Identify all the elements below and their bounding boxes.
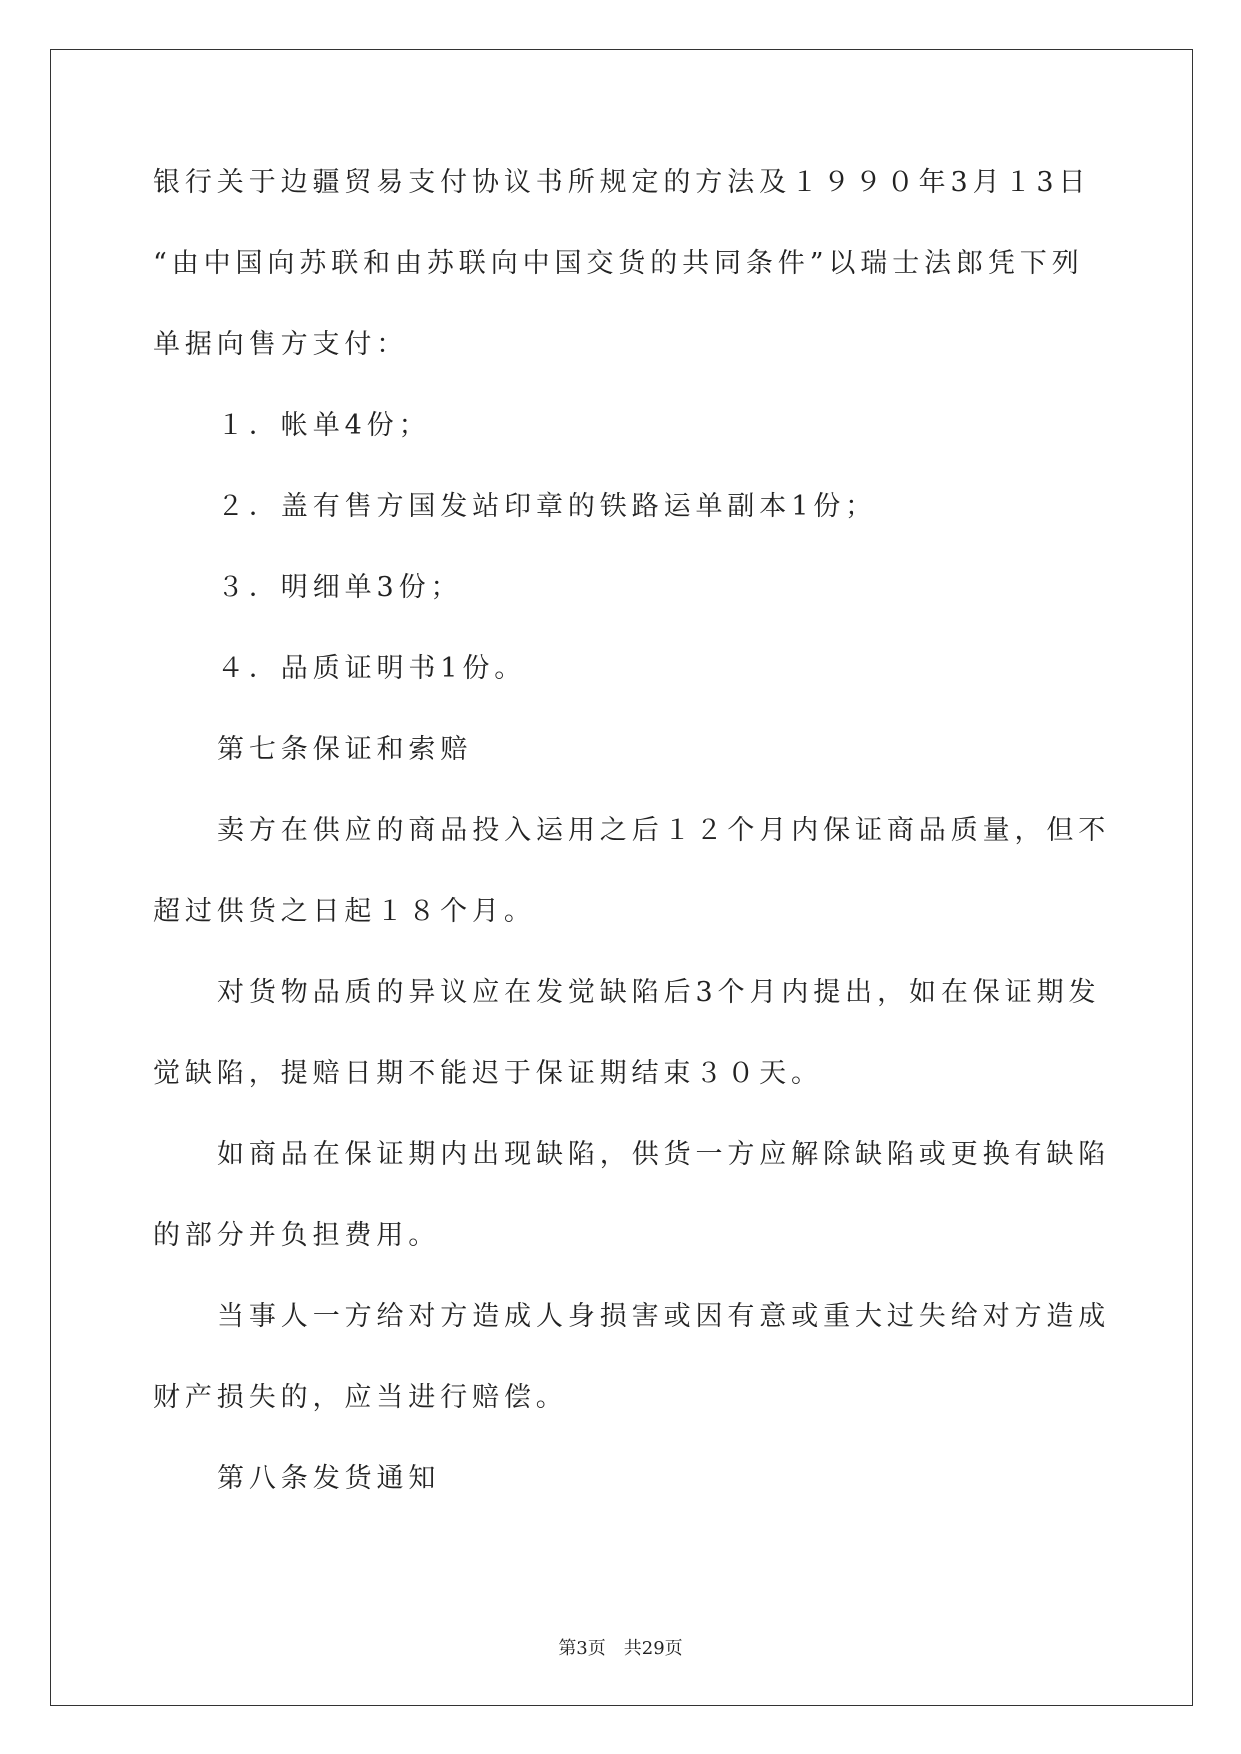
list-item: １．帐单4份； <box>217 410 431 441</box>
list-item: ２．盖有售方国发站印章的铁路运单副本1份； <box>217 491 878 522</box>
paragraph-line: 卖方在供应的商品投入运用之后１２个月内保证商品质量，但不 <box>217 815 1111 846</box>
list-item: ４．品质证明书1份。 <box>217 653 527 684</box>
list-item: ３．明细单3份； <box>217 572 463 603</box>
page-number: 第3页 <box>558 1638 606 1659</box>
paragraph-line: 当事人一方给对方造成人身损害或因有意或重大过失给对方造成 <box>217 1301 1111 1332</box>
paragraph-line: 如商品在保证期内出现缺陷，供货一方应解除缺陷或更换有缺陷 <box>217 1139 1111 1170</box>
paragraph-line: 财产损失的，应当进行赔偿。 <box>153 1382 568 1413</box>
paragraph-line: 觉缺陷，提赔日期不能迟于保证期结束３０天。 <box>153 1058 823 1089</box>
paragraph-line: 银行关于边疆贸易支付协议书所规定的方法及１９９０年3月１3日 <box>153 167 1091 198</box>
paragraph-line: 对货物品质的异议应在发觉缺陷后3个月内提出，如在保证期发 <box>217 977 1101 1008</box>
paragraph-line: 超过供货之日起１８个月。 <box>153 896 536 927</box>
page-footer <box>0 1634 1241 1660</box>
section-heading: 第七条保证和索赔 <box>217 734 473 765</box>
paragraph-line: 的部分并负担费用。 <box>153 1220 441 1251</box>
paragraph-line: 单据向售方支付： <box>153 329 409 360</box>
page-border <box>50 49 1193 1706</box>
paragraph-line: “由中国向苏联和由苏联向中国交货的共同条件”以瑞士法郎凭下列 <box>153 248 1084 279</box>
page-total: 共29页 <box>623 1638 683 1659</box>
section-heading: 第八条发货通知 <box>217 1463 441 1494</box>
